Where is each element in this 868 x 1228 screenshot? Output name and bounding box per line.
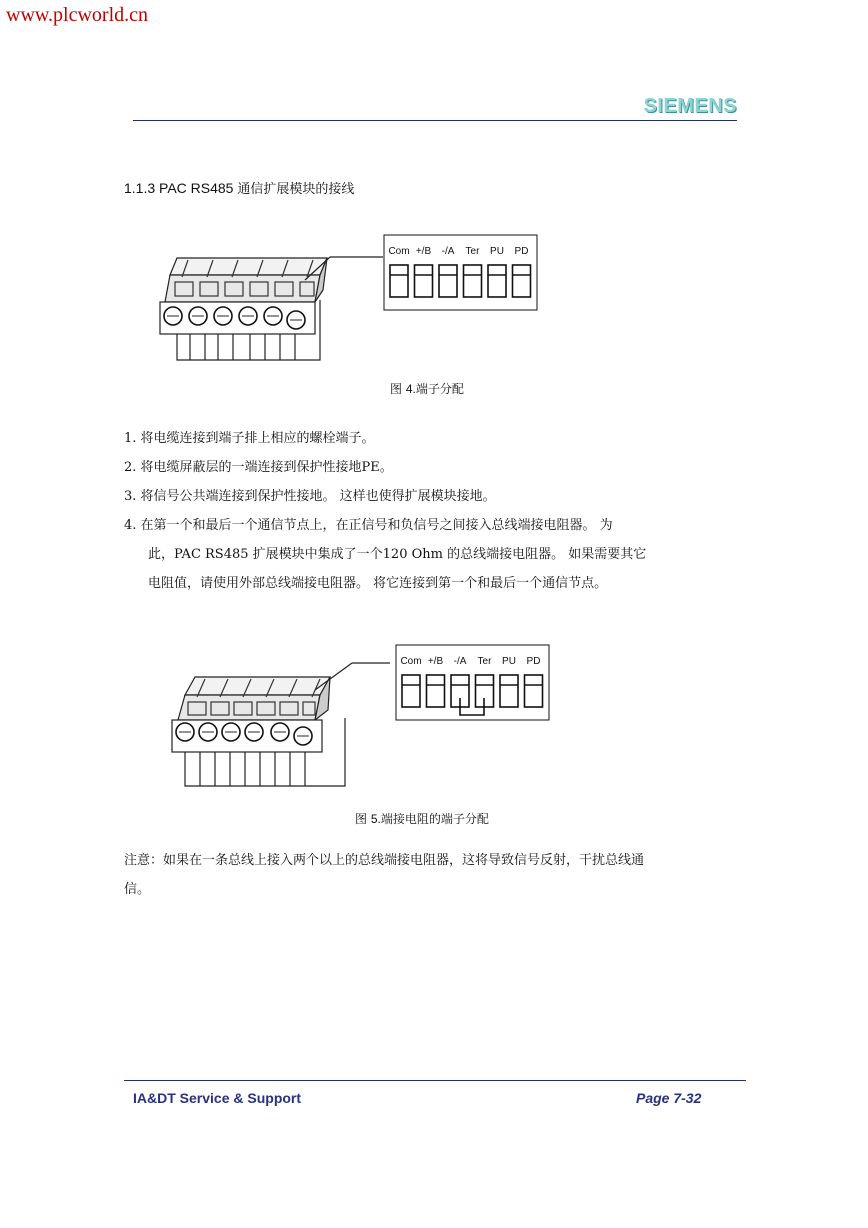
terminal-label-3: Ter bbox=[477, 656, 492, 667]
section-title: 通信扩展模块的接线 bbox=[237, 182, 355, 197]
siemens-logo: SIEMENS bbox=[643, 95, 737, 117]
caption-text: 端接电阻的端子分配 bbox=[380, 812, 489, 826]
note-line-2: 信。 bbox=[124, 882, 151, 897]
header-rule bbox=[133, 120, 737, 121]
step-4-cont-2: 电阻值，请使用外部总线端接电阻器。 将它连接到第一个和最后一个通信节点。 bbox=[148, 576, 608, 591]
footer-page-number: Page 7-32 bbox=[636, 1090, 702, 1106]
figure-5-caption bbox=[355, 810, 489, 827]
caption-prefix: 图 bbox=[355, 812, 371, 826]
terminal-label-4: PU bbox=[502, 656, 516, 667]
terminal-label-0: Com bbox=[400, 656, 422, 667]
note-line-1: 注意：如果在一条总线上接入两个以上的总线端接电阻器，这将导致信号反射，干扰总线通 bbox=[124, 853, 645, 868]
step-1: 1. 将电缆连接到端子排上相应的螺栓端子。 bbox=[124, 431, 375, 446]
terminal-label-2: -/A bbox=[441, 246, 455, 257]
terminal-label-5: PD bbox=[526, 656, 541, 667]
footer-left: IA&DT Service & Support bbox=[133, 1090, 302, 1106]
connector-drawing bbox=[160, 257, 383, 360]
caption-number: 5. bbox=[370, 812, 381, 826]
terminal-label-5: PD bbox=[514, 246, 529, 257]
step-2: 2. 将电缆屏蔽层的一端连接到保护性接地PE。 bbox=[124, 460, 393, 475]
figure-4-caption bbox=[390, 380, 464, 397]
footer-rule bbox=[124, 1080, 746, 1081]
watermark: www.plcworld.cn bbox=[6, 4, 149, 26]
terminal-label-4: PU bbox=[490, 246, 504, 257]
terminal-label-2: -/A bbox=[453, 656, 467, 667]
terminal-label-0: Com bbox=[388, 246, 410, 257]
terminal-diagram bbox=[384, 235, 537, 310]
section-number: 1.1.3 PAC RS485 bbox=[124, 180, 234, 196]
step-4: 4. 在第一个和最后一个通信节点上，在正信号和负信号之间接入总线端接电阻器。 为 bbox=[124, 518, 613, 533]
terminal-label-1: +/B bbox=[427, 656, 444, 667]
terminal-label-3: Ter bbox=[465, 246, 480, 257]
step-4-cont-1: 此，PAC RS485 扩展模块中集成了一个120 Ohm 的总线端接电阻器。 如果需要其它 bbox=[148, 547, 647, 562]
terminal-diagram bbox=[396, 645, 549, 720]
figure-terminal-block-2 bbox=[170, 640, 560, 790]
caption-prefix: 图 bbox=[390, 382, 406, 396]
terminal-label-1: +/B bbox=[415, 246, 432, 257]
figure-terminal-block-1 bbox=[155, 230, 545, 370]
connector-drawing bbox=[172, 663, 390, 786]
note bbox=[124, 846, 744, 904]
steps-list bbox=[124, 424, 744, 598]
section-heading bbox=[124, 178, 354, 197]
caption-number: 4. bbox=[405, 382, 416, 396]
caption-text: 端子分配 bbox=[415, 382, 464, 396]
step-3: 3. 将信号公共端连接到保护性接地。 这样也使得扩展模块接地。 bbox=[124, 489, 496, 504]
